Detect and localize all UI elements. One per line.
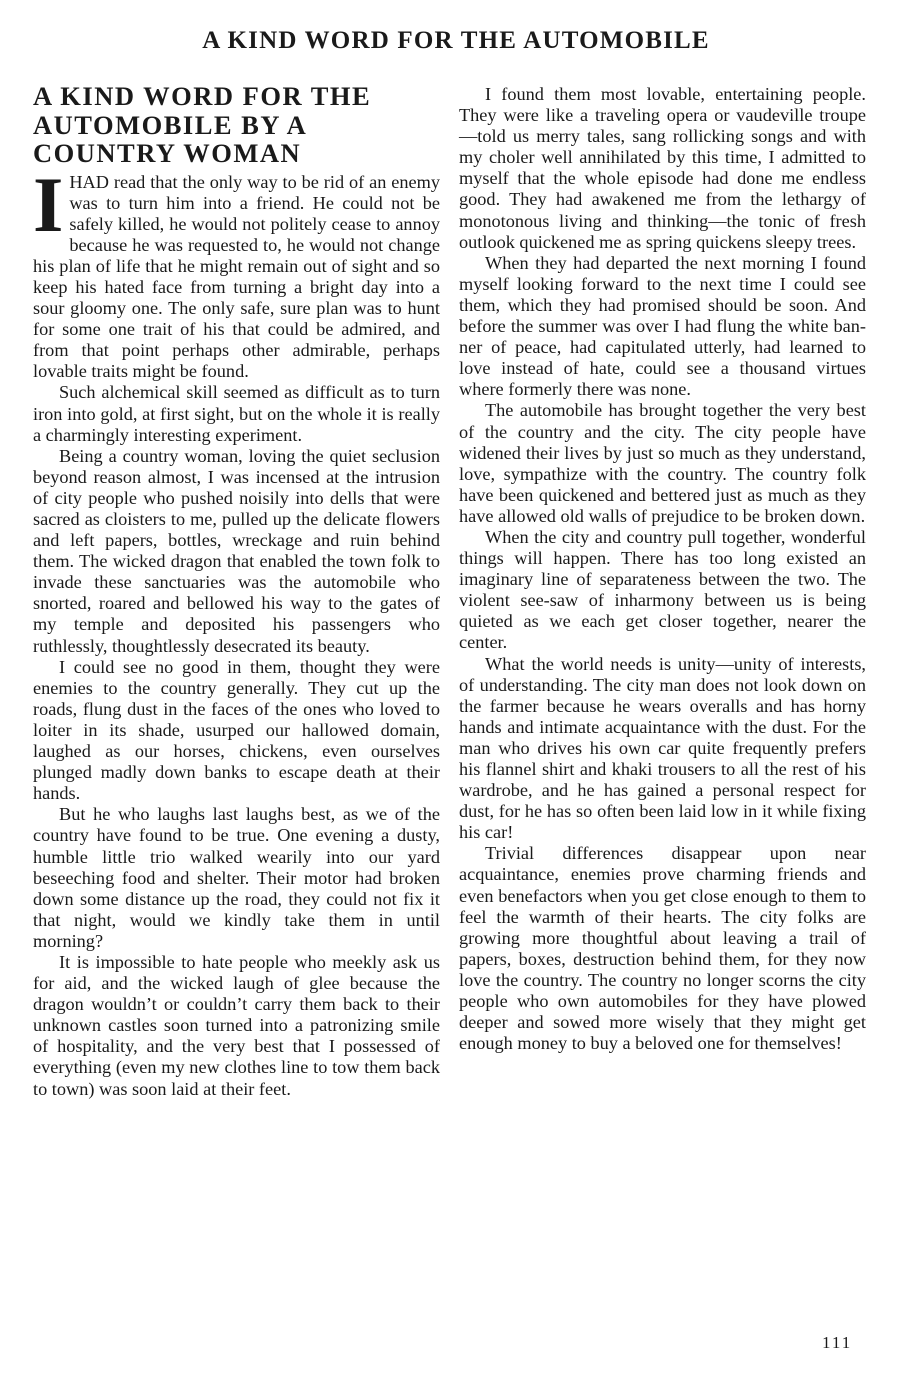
paragraph: When the city and country pull together, wonderful things will happen. There has too long existed an imaginary line of separateness between the two. The violent see-saw of inharmony between us is being quieted as we each get closer together, nearer the center. xyxy=(459,526,866,653)
page-number: 111 xyxy=(822,1333,853,1352)
paragraph: Such alchemical skill seemed as difficult as to turn iron into gold, at first sight, but on the whole it is really a charmingly interesting experiment. xyxy=(33,382,440,445)
paragraph: Being a country woman, loving the quiet seclusion beyond reason almost, I was incensed at the intrusion of city people who pushed noisily into dells that were sacred as cloisters to me, pulled up the delicate flowers and left papers, bottles, wreckage and ruin behind them. The wicked dragon that enabled the town folk to invade these sanctuaries was the automobile who snorted, roared and bellowed his way to the gates of my temple and deposited his passengers who ruthlessly, thoughtlessly desecrated its beauty. xyxy=(33,445,440,656)
paragraph: What the world needs is unity—unity of interests, of understanding. The city man does not look down on the farmer because he wears overalls and has horny hands and intimate acquaintance with the dust. For the man who drives his own car quite frequently prefers his flannel shirt and khaki trousers to all the rest of his wardrobe, and he has gained a personal respect for dust, for he has so often been laid low in it while fixing his car! xyxy=(459,653,866,843)
right-column xyxy=(459,84,866,1054)
article-title: A KIND WORD FOR THE AUTOMOBILE BY A COUNTRY WOMAN xyxy=(33,81,372,168)
first-paragraph xyxy=(33,160,440,383)
paragraph: The automobile has brought together the very best of the country and the city. The city people have widened their lives by just so much as they understand, love, sympathize with the country. The country folk have been quickened and bettered just as much as they have allowed old walls of prejudice to be broken down. xyxy=(459,400,866,526)
left-column xyxy=(33,82,440,1100)
paragraph: But he who laughs last laughs best, as we of the country have found to be true. One evening a dusty, humble little trio walked wearily into our yard beseeching food and shelter. Their motor had broken down some distance up the road, they could not fix it that night, would we kindly take them in until morning? xyxy=(33,804,440,951)
paragraph: Trivial differences disappear upon near acquaintance, enemies prove charming friends and even benefactors when you get close enough to them to feel the warmth of their hearts. The city folks are growing more thoughtful about leaving a trail of papers, boxes, destruction behind them, for they now love the country. The country no longer scorns the city people who own automobiles for they have plowed deeper and sowed more wisely that they might get enough money to buy a beloved one for themselves! xyxy=(459,843,866,1054)
running-head: A KIND WORD FOR THE AUTOMOBILE xyxy=(202,27,710,54)
paragraph: It is impossible to hate people who meekly ask us for aid, and the wicked laugh of glee because the dragon wouldn’t or couldn’t carry them back to their unknown castles soon turned into a patronizing smile of hospitality, and the very best that I possessed of everything (even my new clothes line to tow them back to town) was soon laid at their feet. xyxy=(33,951,440,1099)
paragraph: I found them most lovable, entertaining people. They were like a traveling opera or vaudeville troupe—told us merry tales, sang rollicking songs and with my choler well annihilated by this time, I admitted to myself that the whole episode had done me endless good. They had awakened me from the lethargy of monotonous living and thinking—the tonic of fresh outlook quickened me as spring quickens sleepy trees. xyxy=(459,84,866,252)
first-paragraph-text: HAD read that the only way to be rid of an enemy was to turn him into a friend. He could not be safely killed, he would not politely cease to annoy because he was requested to, he would not change his plan of life that he might remain out of sight and so keep his hated face from turning a bright day into a sour gloomy one. The only safe, sure plan was to hunt for some one trait of his that could be admired, and from that point perhaps other admirable, perhaps lovable traits might be found. xyxy=(33,171,440,382)
paragraph: When they had departed the next morning I found myself looking forward to the next time I could see them, which they had promised should be soon. And before the summer was over I had flung the white banner of peace, had capitulated utterly, had learned to love instead of hate, could see a thousand virtues where formerly there was none. xyxy=(459,252,866,400)
drop-cap: I xyxy=(33,160,64,248)
paragraph: I could see no good in them, thought they were enemies to the country generally. They cut up the roads, flung dust in the faces of the ones who loved to loiter in its shade, usurped our hallowed domain, laughed as our horses, chickens, even ourselves plunged madly down banks to escape death at their hands. xyxy=(33,656,440,804)
